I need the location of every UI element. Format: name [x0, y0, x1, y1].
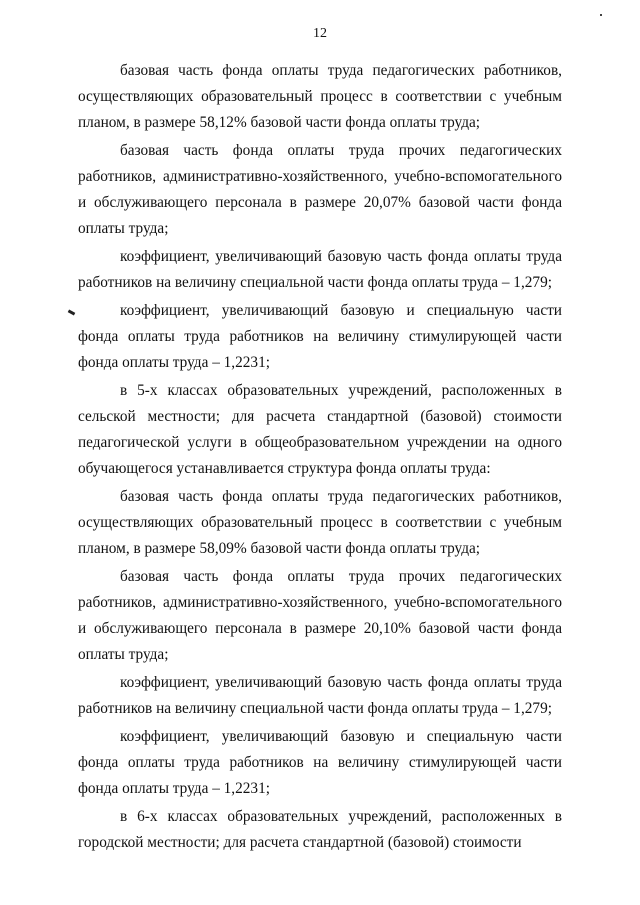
paragraph-grade-6-urban: в 6-х классах образовательных учреждений, расположенных в городской местности; для расчета стандартной (базовой) стоимости: [78, 808, 562, 851]
page-number: 12: [313, 26, 327, 41]
paragraph-base-fot-other-staff-2: базовая часть фонда оплаты труда прочих педагогических работников, административно-хозяйственного, учебно-вспомогательного и обслуживающего персонала в размере 20,10% базовой части фонда оплаты труда;: [78, 568, 562, 663]
paragraph-base-fot-other-staff-1: базовая часть фонда оплаты труда прочих педагогических работников, административно-хозяйственного, учебно-вспомогательного и обслуживающего персонала в размере 20,07% базовой части фонда оплаты труда;: [78, 142, 562, 237]
paragraph-special-coefficient-1: коэффициент, увеличивающий базовую часть фонда оплаты труда работников на величину специальной части фонда оплаты труда – 1,279;: [78, 248, 562, 291]
paragraph-special-coefficient-2: коэффициент, увеличивающий базовую часть фонда оплаты труда работников на величину специальной части фонда оплаты труда – 1,279;: [78, 674, 562, 717]
paragraph-grade-5-rural: в 5-х классах образовательных учреждений, расположенных в сельской местности; для расчета стандартной (базовой) стоимости педагогической услуги в общеобразовательном учреждении на одного обучающегося устанавливается структура фонда оплаты труда:: [78, 382, 562, 477]
document-body: [78, 58, 562, 856]
paragraph-incentive-coefficient-2: коэффициент, увеличивающий базовую и специальную части фонда оплаты труда работников на величину стимулирующей части фонда оплаты труда – 1,2231;: [78, 728, 562, 797]
paragraph-base-fot-teachers-1: базовая часть фонда оплаты труда педагогических работников, осуществляющих образовательный процесс в соответствии с учебным планом, в размере 58,12% базовой части фонда оплаты труда;: [78, 62, 562, 131]
margin-pen-mark: [68, 310, 76, 316]
scan-speck: [600, 14, 602, 16]
paragraph-incentive-coefficient-1: коэффициент, увеличивающий базовую и специальную части фонда оплаты труда работников на величину стимулирующей части фонда оплаты труда – 1,2231;: [78, 302, 562, 371]
paragraph-base-fot-teachers-2: базовая часть фонда оплаты труда педагогических работников, осуществляющих образовательный процесс в соответствии с учебным планом, в размере 58,09% базовой части фонда оплаты труда;: [78, 488, 562, 557]
